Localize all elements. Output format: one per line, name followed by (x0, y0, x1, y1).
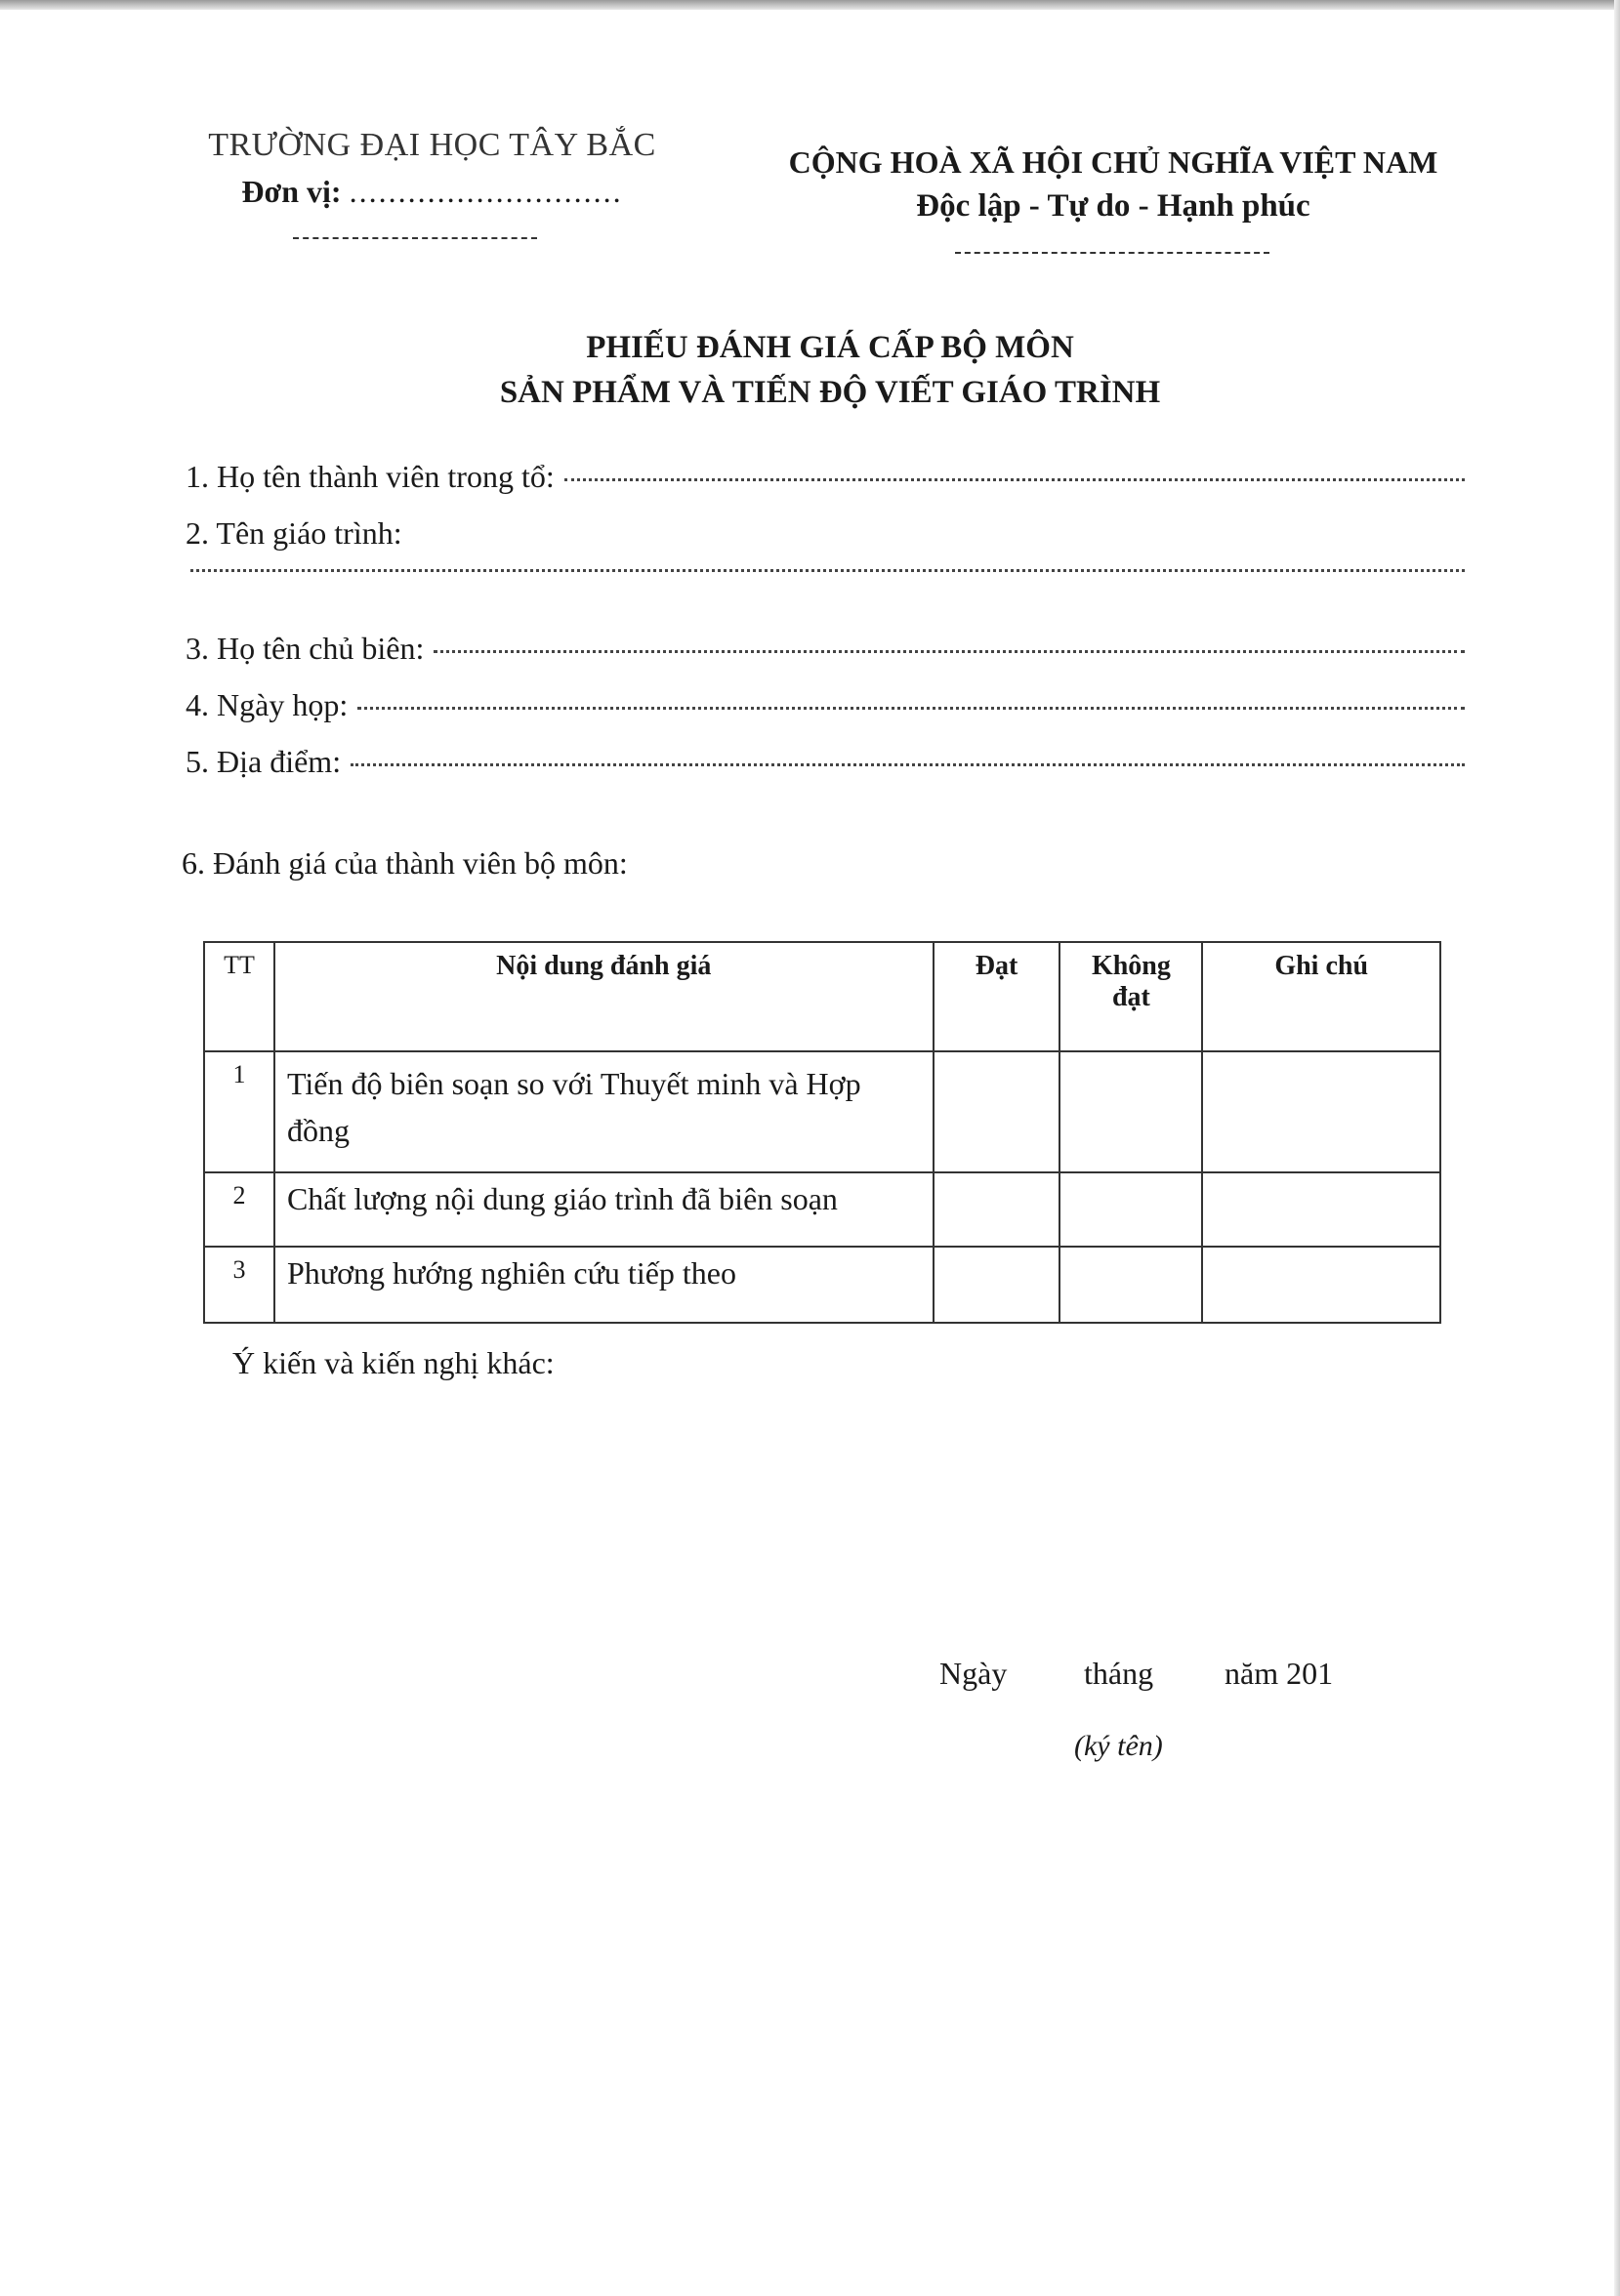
page-top-edge (0, 0, 1620, 10)
form-title-line2: SẢN PHẨM VÀ TIẾN ĐỘ VIẾT GIÁO TRÌNH (499, 375, 1161, 410)
textbook-field (186, 515, 1465, 552)
header-pass: Đạt (934, 942, 1060, 1051)
school-name: TRƯỜNG ĐẠI HỌC TÂY BẮC (208, 127, 656, 163)
left-header-rule (293, 237, 537, 239)
fail-cell[interactable] (1059, 1051, 1202, 1172)
form-title-line1: PHIẾU ĐÁNH GIÁ CẤP BỘ MÔN (586, 330, 1074, 365)
table-row (204, 1172, 1440, 1247)
row-number: 2 (204, 1172, 274, 1247)
date-line (939, 1656, 1333, 1692)
row-number: 1 (204, 1051, 274, 1172)
national-motto: Độc lập - Tự do - Hạnh phúc (916, 188, 1310, 224)
nation-name: CỘNG HOÀ XÃ HỘI CHỦ NGHĨA VIỆT NAM (788, 144, 1438, 180)
evaluation-label: 6. Đánh giá của thành viên bộ môn: (182, 845, 628, 881)
other-opinions-label: Ý kiến và kiến nghị khác: (232, 1345, 555, 1380)
location-field[interactable] (186, 744, 1465, 780)
editor-field[interactable] (186, 631, 1465, 667)
header-content: Nội dung đánh giá (274, 942, 934, 1051)
row-content: Tiến độ biên soạn so với Thuyết minh và Hợp đồng (274, 1051, 934, 1172)
signature-label: (ký tên) (1074, 1730, 1163, 1762)
textbook-fill-row[interactable] (190, 574, 1465, 578)
table-row (204, 1051, 1440, 1172)
member-label: 1. Họ tên thành viên trong tổ: (186, 459, 555, 494)
table-row (204, 1247, 1440, 1323)
textbook-label: 2. Tên giáo trình: (186, 515, 402, 551)
location-label: 5. Địa điểm: (186, 744, 342, 779)
pass-cell[interactable] (934, 1172, 1060, 1247)
unit-label: Đơn vị: (241, 174, 342, 209)
right-header-rule (955, 252, 1269, 254)
date-year: năm 201 (1225, 1656, 1334, 1691)
unit-dots: ............................ (349, 174, 623, 209)
fail-cell[interactable] (1059, 1172, 1202, 1247)
row-number: 3 (204, 1247, 274, 1323)
editor-label: 3. Họ tên chủ biên: (186, 631, 425, 666)
member-field[interactable] (186, 459, 1465, 495)
date-day: Ngày (939, 1656, 1008, 1691)
page-right-edge (1614, 0, 1620, 2296)
evaluation-heading (182, 845, 628, 882)
header-fail: Không đạt (1059, 942, 1202, 1051)
meeting-date-field[interactable] (186, 687, 1465, 723)
meeting-date-fill-line (357, 706, 1465, 710)
note-cell[interactable] (1202, 1172, 1440, 1247)
textbook-fill-line (190, 568, 1465, 572)
fail-cell[interactable] (1059, 1247, 1202, 1323)
note-cell[interactable] (1202, 1247, 1440, 1323)
location-fill-line (351, 762, 1465, 766)
pass-cell[interactable] (934, 1051, 1060, 1172)
date-month: tháng (1084, 1656, 1154, 1691)
pass-cell[interactable] (934, 1247, 1060, 1323)
header-tt: TT (204, 942, 274, 1051)
unit-line (195, 174, 669, 210)
header-note: Ghi chú (1202, 942, 1440, 1051)
row-content: Phương hướng nghiên cứu tiếp theo (274, 1247, 934, 1323)
evaluation-table (203, 941, 1441, 1324)
member-fill-line (564, 477, 1465, 481)
note-cell[interactable] (1202, 1051, 1440, 1172)
table-header-row (204, 942, 1440, 1051)
editor-fill-line (434, 649, 1465, 653)
row-content: Chất lượng nội dung giáo trình đã biên soạn (274, 1172, 934, 1247)
meeting-date-label: 4. Ngày họp: (186, 687, 349, 722)
